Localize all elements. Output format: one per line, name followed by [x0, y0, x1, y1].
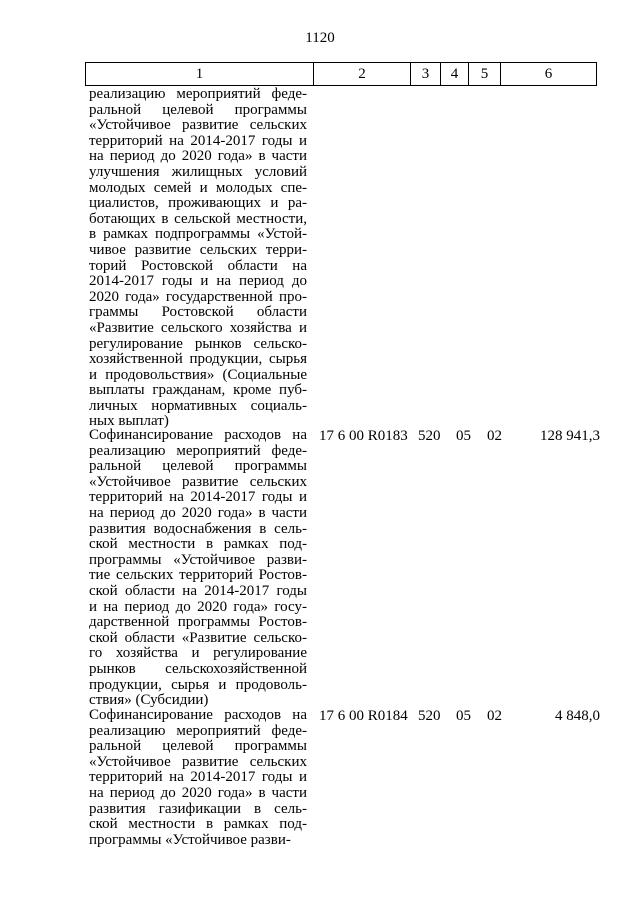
description-line: на период до 2020 года» в части [89, 784, 307, 801]
column-header-5: 5 [469, 63, 501, 86]
row-c3: 520 [418, 428, 441, 444]
description-line: «Устойчивое развитие сельских [89, 753, 307, 770]
row-amount: 128 941,3 [540, 428, 600, 444]
description-line: программы «Устойчивое разви- [89, 551, 307, 568]
column-header-table [85, 62, 597, 86]
column-header-6: 6 [501, 63, 597, 86]
description-line: ской местности в рамках под- [89, 816, 307, 833]
description-line: в рамках подпрограммы «Устой- [89, 226, 307, 243]
description-line: ской области «Развитие сельско- [89, 629, 307, 646]
description-line: ствия» (Субсидии) [89, 692, 209, 709]
description-line: и на период до 2020 года» госу- [89, 598, 307, 615]
description-line: территорий на 2014-2017 годы и [89, 132, 307, 149]
page-number: 1120 [305, 30, 335, 46]
description-line: торий Ростовской области на [89, 257, 307, 274]
description-line: ботающих в сельской местности, [89, 210, 307, 227]
description-line: циалистов, проживающих и ра- [89, 195, 307, 212]
row-code: 17 6 00 R0184 [319, 708, 408, 724]
description-line: ской местности в рамках под- [89, 536, 307, 553]
description-line: реализацию мероприятий феде- [89, 722, 307, 739]
description-line: тие сельских территорий Ростов- [89, 567, 307, 584]
column-header-row [86, 63, 597, 86]
description-line: Софинансирование расходов на [89, 427, 307, 443]
description-line: «Развитие сельского хозяйства и [89, 319, 307, 336]
row-c5: 02 [487, 708, 502, 724]
description-line: и продовольствия» (Социальные [89, 366, 307, 383]
row-c4: 05 [456, 708, 471, 724]
description-line: чивое развитие сельских терри- [89, 241, 307, 258]
description-line: личных нормативных социаль- [89, 397, 307, 414]
description-line: Софинансирование расходов на [89, 707, 307, 723]
row-amount: 4 848,0 [555, 708, 600, 724]
description-line: хозяйственной продукции, сырья [89, 351, 307, 368]
description-line: территорий на 2014-2017 годы и [89, 489, 307, 506]
description-line: «Устойчивое развитие сельских [89, 117, 307, 134]
description-line: молодых семей и молодых спе- [89, 179, 307, 196]
description-line: рынков сельскохозяйственной [89, 660, 307, 677]
column-header-2: 2 [314, 63, 411, 86]
description-line: 2020 года» государственной про- [89, 288, 307, 305]
row-code: 17 6 00 R0183 [319, 428, 408, 444]
description-line: реализацию мероприятий феде- [89, 442, 307, 459]
description-line: «Устойчивое развитие сельских [89, 473, 307, 490]
description-line: реализацию мероприятий феде- [89, 86, 307, 102]
description-line: го хозяйства и регулирование [89, 645, 307, 662]
description-line: ской области на 2014-2017 годы [89, 582, 307, 599]
description-line: выплаты гражданам, кроме пуб- [89, 382, 307, 399]
row-c3: 520 [418, 708, 441, 724]
column-header-1: 1 [86, 63, 314, 86]
description-line: дарственной программы Ростов- [89, 614, 307, 631]
description-line: программы «Устойчивое разви- [89, 831, 291, 848]
description-line: развития водоснабжения в сель- [89, 520, 307, 537]
description-line: ных выплат) [89, 413, 169, 430]
row-description [89, 428, 307, 709]
description-line: развития газификации в сель- [89, 800, 307, 817]
row-description [89, 708, 307, 848]
description-line: ральной целевой программы [89, 738, 307, 755]
row-description [89, 87, 307, 430]
description-line: на период до 2020 года» в части [89, 504, 307, 521]
row-c5: 02 [487, 428, 502, 444]
description-line: ральной целевой программы [89, 458, 307, 475]
description-line: 2014-2017 годы и на период до [89, 273, 307, 290]
description-line: регулирование рынков сельско- [89, 335, 307, 352]
description-line: граммы Ростовской области [89, 304, 307, 321]
description-line: улучшения жилищных условий [89, 163, 307, 180]
column-header-4: 4 [441, 63, 469, 86]
description-line: ральной целевой программы [89, 101, 307, 118]
column-header-3: 3 [411, 63, 441, 86]
row-c4: 05 [456, 428, 471, 444]
description-line: на период до 2020 года» в части [89, 148, 307, 165]
description-line: территорий на 2014-2017 годы и [89, 769, 307, 786]
description-line: продукции, сырья и продоволь- [89, 676, 307, 693]
